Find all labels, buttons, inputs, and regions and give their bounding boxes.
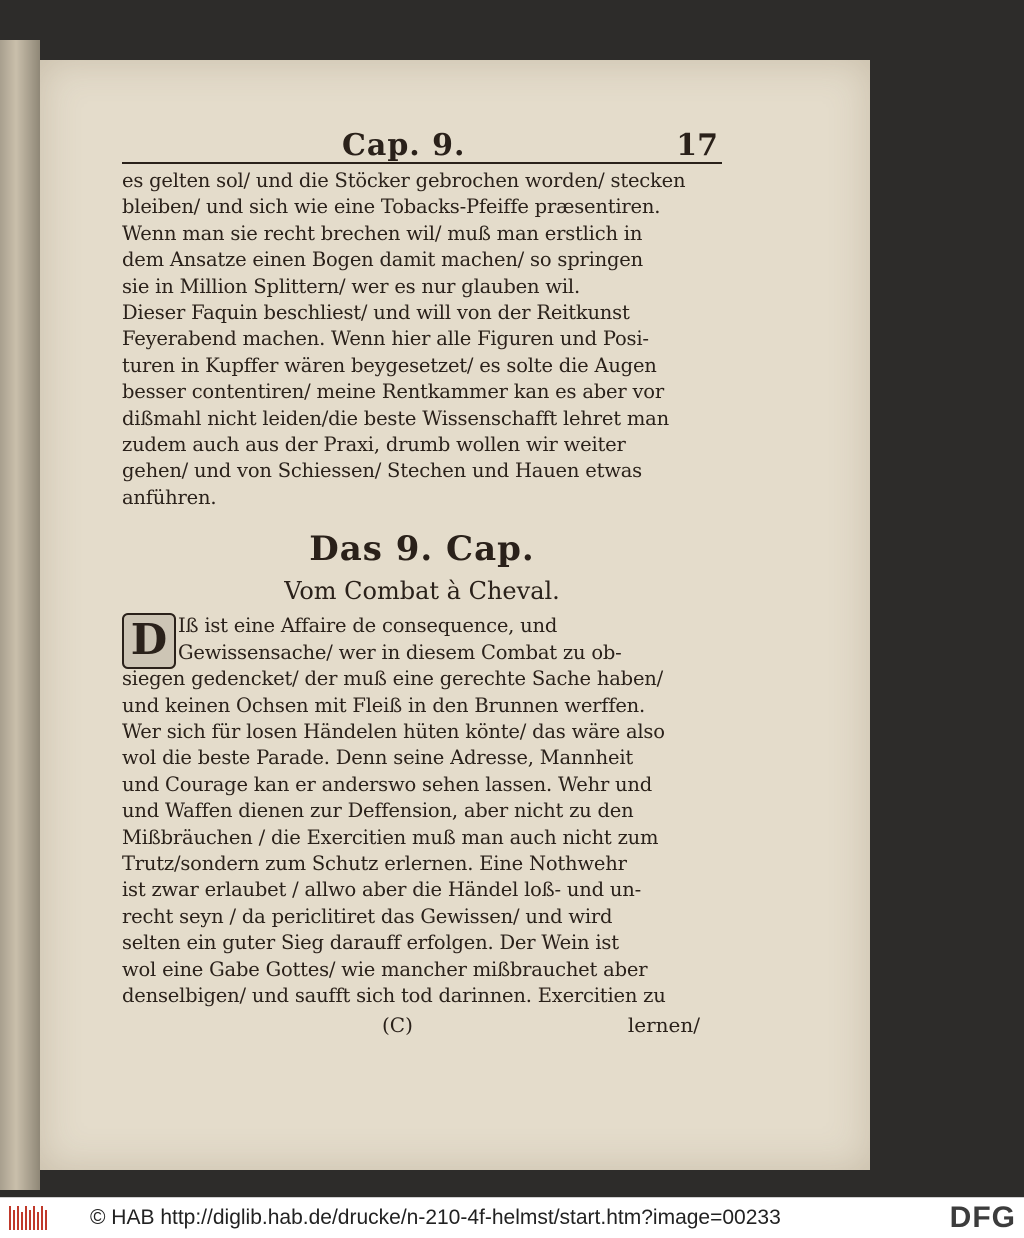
book-page (40, 60, 870, 1170)
text-line: dißmahl nicht leiden/die beste Wissenschafft lehret man (122, 406, 669, 430)
text-line: bleiben/ und sich wie eine Tobacks-Pfeiffe præsentiren. (122, 195, 661, 219)
text-line: besser contentiren/ meine Rentkammer kan es aber vor (122, 380, 664, 404)
text-line: wol eine Gabe Gottes/ wie mancher mißbrauchet aber (122, 957, 648, 981)
page-number: 17 (676, 128, 718, 163)
text-line: wol die beste Parade. Denn seine Adresse, Mannheit (122, 746, 633, 770)
text-line: denselbigen/ und saufft sich tod darinnen. Exercitien zu (122, 983, 666, 1007)
copyright-url[interactable]: © HAB http://diglib.hab.de/drucke/n-210-4f-helmst/start.htm?image=00233 (90, 1206, 781, 1229)
running-title: Cap. 9. (342, 128, 466, 163)
text-line: und Waffen dienen zur Deffension, aber nicht zu den (122, 799, 634, 823)
text-line: Wer sich für losen Händelen hüten könte/ das wäre also (122, 719, 665, 743)
text-line: es gelten sol/ und die Stöcker gebrochen worden/ stecken (122, 169, 686, 192)
text-line: Trutz/sondern zum Schutz erlernen. Eine Nothwehr (122, 851, 627, 875)
paragraph-1 (122, 168, 722, 511)
signature-mark: (C) (382, 1013, 413, 1038)
text-line: dem Ansatze einen Bogen damit machen/ so springen (122, 248, 643, 272)
text-line: ist zwar erlaubet / allwo aber die Händel loß- und un- (122, 878, 641, 902)
text-line: sie in Million Splittern/ wer es nur glauben wil. (122, 274, 580, 298)
running-head (122, 128, 722, 164)
hab-logo-icon (8, 1204, 48, 1232)
previous-page-edge (0, 40, 40, 1190)
text-line: zudem auch aus der Praxi, drumb wollen wir weiter (122, 433, 626, 457)
text-line: selten ein guter Sieg darauff erfolgen. Der Wein ist (122, 931, 619, 955)
text-line: turen in Kupffer wären beygesetzet/ es solte die Augen (122, 353, 657, 377)
text-line: und Courage kan er anderswo sehen lassen. Wehr und (122, 772, 653, 796)
copyright-bar (0, 1197, 1024, 1238)
page-text-block (122, 128, 722, 1043)
text-line: Dieser Faquin beschliest/ und will von der Reitkunst (122, 301, 630, 325)
paragraph-2 (122, 613, 722, 1009)
decorated-initial: D (122, 613, 176, 669)
text-line: gehen/ und von Schiessen/ Stechen und Hauen etwas (122, 459, 642, 483)
text-line: siegen gedencket/ der muß eine gerechte Sache haben/ (122, 667, 664, 691)
text-line: anführen. (122, 485, 217, 509)
chapter-subtitle: Vom Combat à Cheval. (284, 577, 560, 606)
text-line: Feyerabend machen. Wenn hier alle Figuren und Posi- (122, 327, 649, 351)
text-line: und keinen Ochsen mit Fleiß in den Brunnen werffen. (122, 693, 646, 717)
text-line: Mißbräuchen / die Exercitien muß man auch nicht zum (122, 825, 659, 849)
text-line: Iß ist eine Affaire de consequence, und (178, 614, 558, 638)
catchword: lernen/ (627, 1013, 700, 1038)
text-line: recht seyn / da periclitiret das Gewissen/ und wird (122, 904, 613, 928)
text-line: Wenn man sie recht brechen wil/ muß man erstlich in (122, 221, 643, 245)
page-foot (122, 1013, 722, 1043)
chapter-heading: Das 9. Cap. (309, 529, 535, 570)
dfg-logo: DFG (949, 1201, 1016, 1234)
text-line: Gewissensache/ wer in diesem Combat zu ob- (178, 640, 622, 664)
